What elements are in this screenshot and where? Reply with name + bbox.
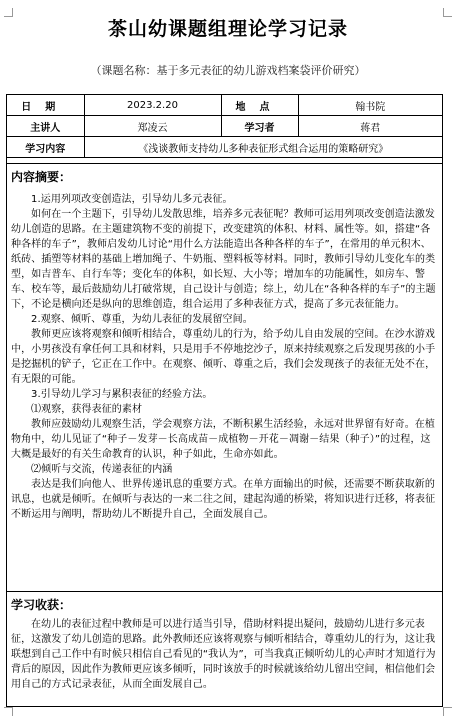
summary-paragraph: 2.观察、倾听、尊重，为幼儿表征的发展留空间。 [31, 314, 253, 325]
content-label: 学习内容 [7, 137, 84, 158]
info-table [7, 95, 442, 158]
date-value: 2023.2.20 [84, 95, 221, 116]
summary-paragraph: 表达是我们向他人、世界传递讯息的重要方式。在单方面输出的时候，还需要不断获取新的讯息，也就是倾听。在倾听与表达的一来二往之间，建起沟通的桥梁，将知识进行迁移，将表征不断运用与阐明，帮助幼儿不断提升自己，全面发展自己。 [11, 479, 436, 520]
crop-mark-bottom-left [4, 707, 13, 716]
summary-paragraph: 如何在一个主题下，引导幼儿发散思维，培养多元表征呢？教师可运用列项改变创造法激发幼儿创造的思路。在主题建筑物不变的前提下，改变建筑的体积、材料、属性等。如，搭建“各种各样的车子”，教师启发幼儿讨论“用什么方法能造出各种各样的车子”，在常用的单元积木、纸砖、插塑等材料的基础上增加绳子、牛奶瓶、塑料板等材料。同时，教师引导幼儿变化车的类型，如吉普车、自行车等；变化车的体积，如长短、大小等；增加车的功能属性，如房车、警车、校车等，最后鼓励幼儿打破常规，自己设计与创造；综上，幼儿在“各种各样的车子”的主题下，不论是横向还是纵向的思维创造，组合运用了多种表征方式，提高了多元表征能力。 [11, 209, 436, 310]
info-row-content [7, 137, 442, 158]
summary-paragraph: 1.运用列项改变创造法，引导幼儿多元表征。 [31, 194, 233, 205]
info-row-date [7, 95, 442, 116]
learner-value: 蒋君 [298, 116, 442, 137]
place-label: 地点 [221, 95, 298, 116]
record-form [6, 94, 443, 707]
summary-paragraph: 教师更应该将观察和倾听相结合，尊重幼儿的行为，给予幼儿自由发展的空间。在沙水游戏中，小男孩没有拿任何工具和材料，只是用手不停地挖沙子，原来持续观察之后发现男孩的小手是挖掘机的铲子，它正在工作中。在观察、倾听、尊重之后，我们会发现孩子的表征无处不在，有无限的可能。 [11, 329, 436, 385]
reflection-paragraph: 在幼儿的表征过程中教师是可以进行适当引导，借助材料提出疑问，鼓励幼儿进行多元表征，这激发了幼儿创造的思路。此外教师还应该将观察与倾听相结合，尊重幼儿的行为，这让我联想到自己工作中有时候只相信自己看见的“我认为”，可当我真正倾听幼儿的心声时才知道行为背后的原因，因此作为教师更应该多倾听，同时该放手的时候就该给幼儿留出空间，相信他们会用自己的方式记录表征，从而全面发展自己。 [11, 619, 436, 690]
place-value: 翰书院 [298, 95, 442, 116]
reflection-body [7, 614, 442, 692]
summary-paragraph: 3.引导幼儿学习与累积表征的经验方法。 [31, 389, 213, 400]
crop-mark-bottom-right [443, 707, 452, 716]
reflection-section [7, 591, 442, 708]
summary-section [7, 163, 442, 588]
learner-label: 学习者 [221, 116, 298, 137]
date-label: 日期 [7, 95, 84, 116]
page-subtitle: （课题名称：基于多元表征的幼儿游戏档案袋评价研究） [90, 64, 366, 77]
page-title: 茶山幼课题组理论学习记录 [107, 18, 348, 40]
summary-heading: 内容摘要： [11, 170, 72, 184]
speaker-label: 主讲人 [7, 116, 84, 137]
reflection-heading: 学习收获： [11, 598, 72, 612]
summary-body [7, 186, 442, 522]
summary-paragraph: ⑵倾听与交流，传递表征的内涵 [31, 464, 173, 475]
content-value: 《浅谈教师支持幼儿多种表征形式组合运用的策略研究》 [84, 137, 442, 158]
speaker-value: 郑凌云 [84, 116, 221, 137]
summary-paragraph: ⑴观察，获得表征的素材 [31, 404, 143, 415]
info-row-people [7, 116, 442, 137]
summary-paragraph: 教师应鼓励幼儿观察生活，学会观察方法，不断积累生活经验，永远对世界留有好奇。在植物角中，幼儿见证了“种子－发芽－长高成苗－成植物－开花－凋谢－结果（种子）”的过程，这大概是最好的有关生命教育的认识，种子如此，生命亦如此。 [11, 419, 435, 460]
